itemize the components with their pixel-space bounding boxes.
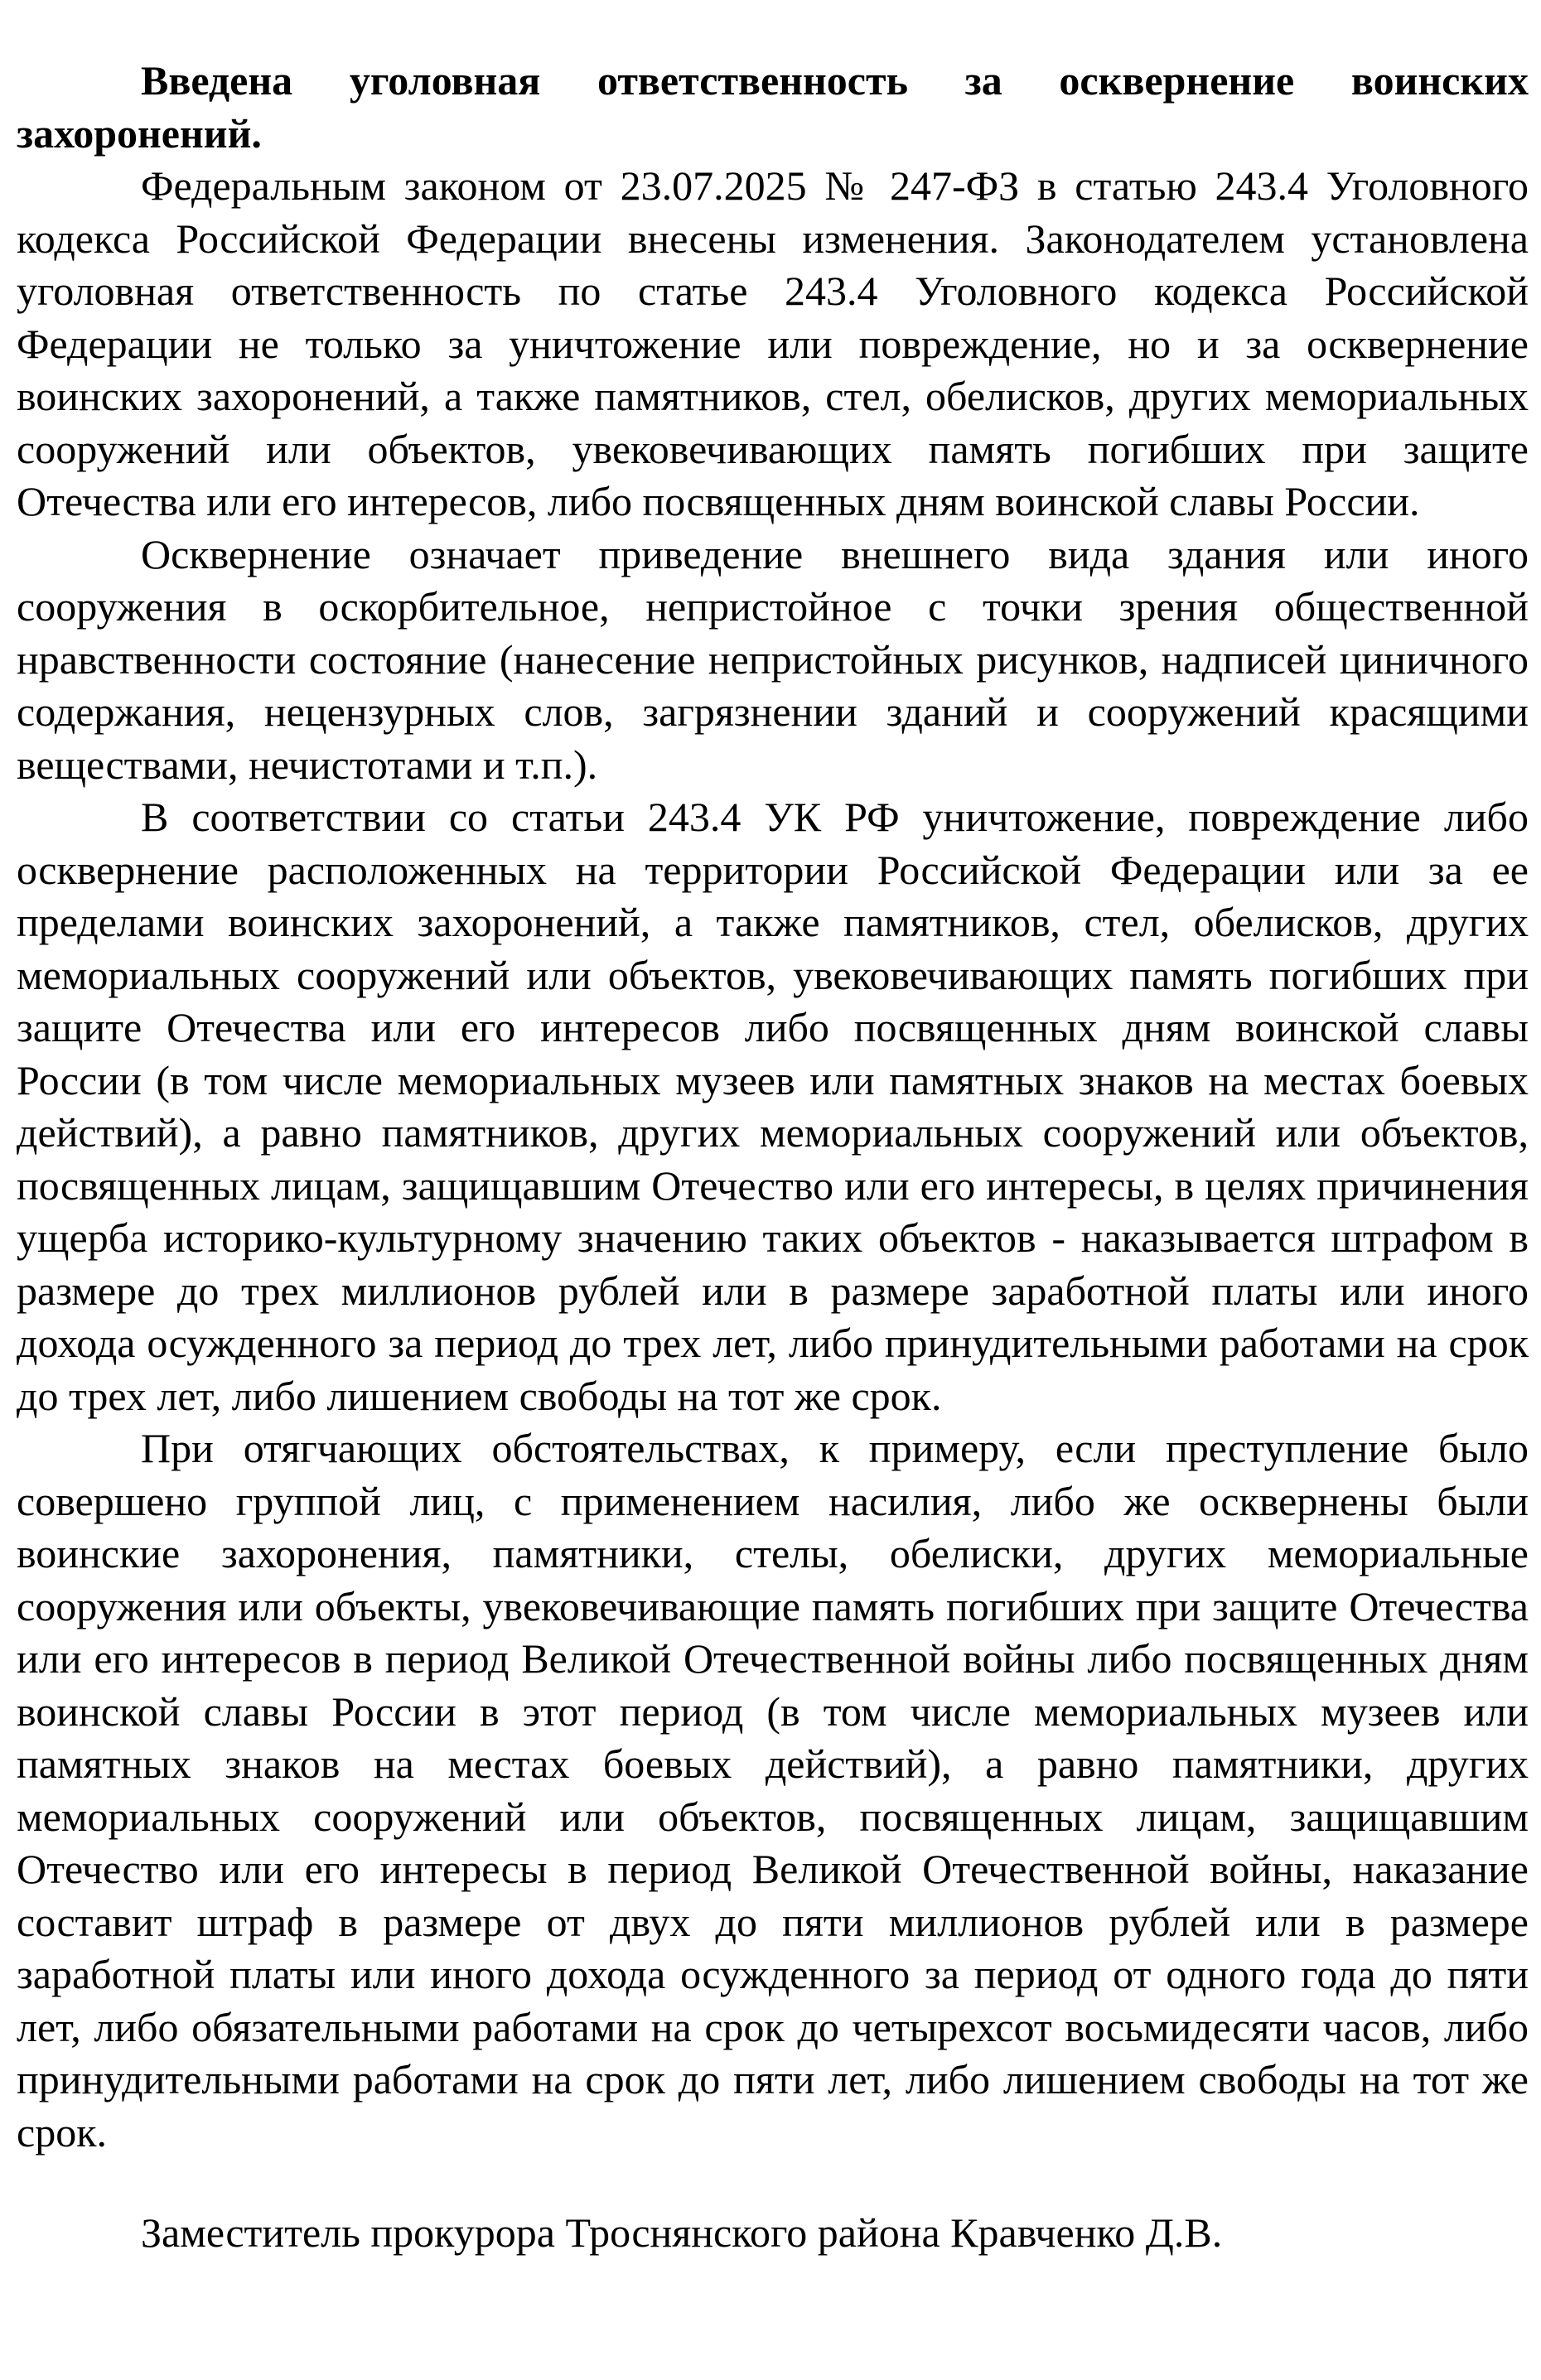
paragraph-article-243-4-sanctions: В соответствии со статьи 243.4 УК РФ уничтожение, повреждение либо осквернение расположенных на территории Российской Федерации или за ее пределами воинских захоронений, а также памятников, стел, обелисков, других мемориальных сооружений или объектов, увековечивающих память погибших при защите Отечества или его интересов либо посвященных дням воинской славы России (в том числе мемориальных музеев или памятных знаков на местах боевых действий), а равно памятников, других мемориальных сооружений или объектов, посвященных лицам, защищавшим Отечество или его интересы, в целях причинения ущерба историко-культурному значению таких объектов - наказывается штрафом в размере до трех миллионов рублей или в размере заработной платы или иного дохода осужденного за период до трех лет, либо принудительными работами на срок до трех лет, либо лишением свободы на тот же срок.	[17, 794, 1529, 1419]
signature-line: Заместитель прокурора Троснянского района Кравченко Д.В.	[141, 2209, 1223, 2256]
paragraph-desecration-definition: Осквернение означает приведение внешнего вида здания или иного сооружения в оскорбительное, непристойное с точки зрения общественной нравственности состояние (нанесение непристойных рисунков, надписей циничного содержания, нецензурных слов, загрязнении зданий и сооружений красящими веществами, нечистотами и т.п.).	[17, 530, 1529, 788]
document-title: Введена уголовная ответственность за осквернение воинских захоронений.	[17, 57, 1529, 157]
paragraph-aggravating-circumstances: При отягчающих обстоятельствах, к примеру, если преступление было совершено группой лиц, с применением насилия, либо же осквернены были воинские захоронения, памятники, стелы, обелиски, других мемориальные сооружения или объекты, увековечивающие память погибших при защите Отечества или его интересов в период Великой Отечественной войны либо посвященных дням воинской славы России в этот период (в том числе мемориальных музеев или памятных знаков на местах боевых действий), а равно памятники, других мемориальных сооружений или объектов, посвященных лицам, защищавшим Отечество или его интересы в период Великой Отечественной войны, наказание составит штраф в размере от двух до пяти миллионов рублей или в размере заработной платы или иного дохода осужденного за период от одного года до пяти лет, либо обязательными работами на срок до четырехсот восьмидесяти часов, либо принудительными работами на срок до пяти лет, либо лишением свободы на тот же срок.	[17, 1425, 1529, 2156]
paragraph-law-amendment: Федеральным законом от 23.07.2025 № 247-ФЗ в статью 243.4 Уголовного кодекса Российской Федерации внесены изменения. Законодателем установлена уголовная ответственность по статье 243.4 Уголовного кодекса Российской Федерации не только за уничтожение или повреждение, но и за осквернение воинских захоронений, а также памятников, стел, обелисков, других мемориальных сооружений или объектов, увековечивающих память погибших при защите Отечества или его интересов, либо посвященных дням воинской славы России.	[17, 162, 1529, 524]
